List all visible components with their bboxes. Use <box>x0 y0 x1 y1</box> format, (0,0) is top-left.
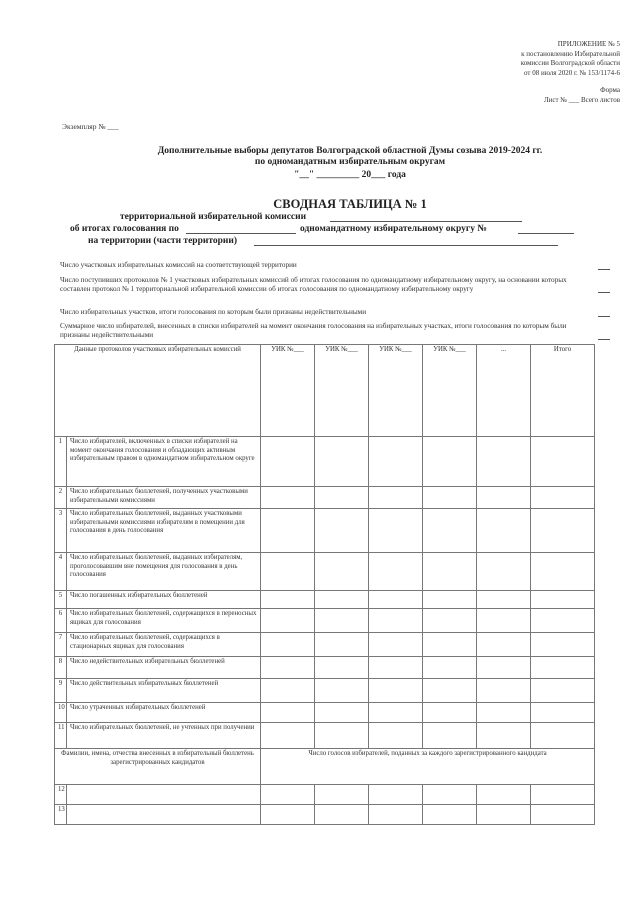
data-cell[interactable] <box>261 657 315 679</box>
data-cell[interactable] <box>261 805 315 825</box>
appendix-line: комиссии Волгоградской области <box>520 59 620 67</box>
data-cell[interactable] <box>261 509 315 553</box>
table-row <box>55 703 595 723</box>
territory-label: на территории (части территории) <box>88 236 238 246</box>
data-cell[interactable] <box>477 679 531 703</box>
data-cell[interactable] <box>531 633 595 657</box>
data-cell[interactable] <box>369 437 423 487</box>
row-number: 13 <box>55 805 67 825</box>
data-cell[interactable] <box>315 609 369 633</box>
table-row <box>55 509 595 553</box>
row-number: 11 <box>55 723 67 749</box>
table-row <box>55 723 595 749</box>
data-cell[interactable] <box>531 785 595 805</box>
summary-title: СВОДНАЯ ТАБЛИЦА № 1 <box>273 197 427 211</box>
row-number: 8 <box>55 657 67 679</box>
row-label: Число действительных избирательных бюллетеней <box>67 679 261 703</box>
info-value-field[interactable] <box>598 339 610 340</box>
form-block <box>470 86 620 105</box>
data-cell[interactable] <box>261 703 315 723</box>
column-header: ... <box>477 345 531 437</box>
row-number: 10 <box>55 703 67 723</box>
data-cell[interactable] <box>261 723 315 749</box>
candidate-name-cell[interactable] <box>67 785 261 805</box>
data-cell[interactable] <box>369 723 423 749</box>
data-cell[interactable] <box>423 633 477 657</box>
data-cell[interactable] <box>315 805 369 825</box>
info-line: Число избирательных участков, итоги голосования по которым были признаны недействительными <box>60 308 367 316</box>
row-number: 2 <box>55 487 67 509</box>
data-cell[interactable] <box>261 553 315 591</box>
data-cell[interactable] <box>423 679 477 703</box>
info-value-field[interactable] <box>598 269 610 270</box>
data-cell[interactable] <box>531 487 595 509</box>
data-cell[interactable] <box>369 805 423 825</box>
results-field[interactable] <box>186 233 296 234</box>
data-cell[interactable] <box>531 657 595 679</box>
commission-field[interactable] <box>330 221 522 222</box>
territory-field[interactable] <box>254 245 558 246</box>
appendix-line: ПРИЛОЖЕНИЕ № 5 <box>557 40 620 48</box>
row-number: 7 <box>55 633 67 657</box>
row-label: Число недействительных избирательных бюллетеней <box>67 657 261 679</box>
row-number: 5 <box>55 591 67 609</box>
data-cell[interactable] <box>477 805 531 825</box>
data-cell[interactable] <box>369 703 423 723</box>
district-label: одномандатному избирательному округу № <box>300 224 487 234</box>
form-label: Форма <box>600 86 620 94</box>
row-label: Число избирательных бюллетеней, выданных участковыми избирательными комиссиями избирателям в помещении для голосования в день голосования <box>67 509 261 553</box>
data-cell[interactable] <box>261 679 315 703</box>
column-header: УИК №___ <box>315 345 369 437</box>
column-header: УИК №___ <box>423 345 477 437</box>
data-cell[interactable] <box>369 487 423 509</box>
info-value-field[interactable] <box>598 292 610 293</box>
data-cell[interactable] <box>477 657 531 679</box>
district-number-field[interactable] <box>518 233 574 234</box>
data-cell[interactable] <box>369 633 423 657</box>
info-line: Число поступивших протоколов № 1 участковых избирательных комиссий об итогах голосования по одномандатному избирательному округу, на основании которых составлен протокол № 1 территориальной избирательной комиссии об итогах голосования по одномандатному избирательному округу <box>60 276 567 293</box>
header-label: Данные протоколов участковых избирательных комиссий <box>55 345 261 437</box>
appendix-line: к постановлению Избирательной <box>521 49 620 58</box>
data-cell[interactable] <box>261 437 315 487</box>
data-cell[interactable] <box>315 591 369 609</box>
table-row <box>55 591 595 609</box>
candidate-name-cell[interactable] <box>67 805 261 825</box>
data-cell[interactable] <box>531 553 595 591</box>
data-cell[interactable] <box>423 609 477 633</box>
table-row <box>55 679 595 703</box>
data-cell[interactable] <box>261 633 315 657</box>
data-cell[interactable] <box>531 703 595 723</box>
data-cell[interactable] <box>477 633 531 657</box>
data-cell[interactable] <box>423 437 477 487</box>
results-prefix: об итогах голосования по <box>70 224 179 234</box>
data-cell[interactable] <box>423 509 477 553</box>
data-cell[interactable] <box>477 437 531 487</box>
data-cell[interactable] <box>369 609 423 633</box>
data-cell[interactable] <box>315 487 369 509</box>
votes-header: Число голосов избирателей, поданных за каждого зарегистрированного кандидата <box>261 749 595 785</box>
appendix-block <box>470 40 620 78</box>
row-label: Число избирательных бюллетеней, не учтенных при получении <box>67 723 261 749</box>
election-title: Дополнительные выборы депутатов Волгоградской областной Думы созыва 2019-2024 гг. <box>157 146 543 156</box>
row-number: 3 <box>55 509 67 553</box>
table-row <box>55 553 595 591</box>
data-cell[interactable] <box>477 703 531 723</box>
row-label: Число погашенных избирательных бюллетеней <box>67 591 261 609</box>
data-cell[interactable] <box>477 723 531 749</box>
data-cell[interactable] <box>531 679 595 703</box>
data-cell[interactable] <box>369 785 423 805</box>
table-row <box>55 609 595 633</box>
data-cell[interactable] <box>531 805 595 825</box>
data-cell[interactable] <box>315 437 369 487</box>
data-cell[interactable] <box>477 609 531 633</box>
data-cell[interactable] <box>477 785 531 805</box>
data-cell[interactable] <box>423 657 477 679</box>
row-label: Число избирателей, включенных в списки избирателей на момент окончания голосования и обладающих активным избирательным правом в одномандатном избирательном округе <box>67 437 261 487</box>
data-cell[interactable] <box>369 553 423 591</box>
data-cell[interactable] <box>315 509 369 553</box>
data-cell[interactable] <box>423 553 477 591</box>
data-cell[interactable] <box>477 509 531 553</box>
column-header: УИК №___ <box>369 345 423 437</box>
commission-label: территориальной избирательной комиссии <box>120 212 307 222</box>
summary-table <box>54 344 595 825</box>
data-cell[interactable] <box>369 679 423 703</box>
data-cell[interactable] <box>315 785 369 805</box>
data-cell[interactable] <box>531 509 595 553</box>
table-header-row <box>55 345 595 437</box>
table-row <box>55 437 595 487</box>
column-header: УИК №___ <box>261 345 315 437</box>
appendix-line: от 08 июля 2020 г. № 153/1174-6 <box>523 68 620 77</box>
data-cell[interactable] <box>261 487 315 509</box>
candidate-row <box>55 805 595 825</box>
data-cell[interactable] <box>315 633 369 657</box>
table-row <box>55 633 595 657</box>
row-label: Число избирательных бюллетеней, полученных участковыми избирательными комиссиями <box>67 487 261 509</box>
date-line: "__" _________ 20___ года <box>294 170 406 180</box>
row-number: 4 <box>55 553 67 591</box>
data-cell[interactable] <box>477 591 531 609</box>
data-cell[interactable] <box>531 723 595 749</box>
election-subtitle: по одномандатным избирательным округам <box>254 157 446 167</box>
row-label: Число утраченных избирательных бюллетеней <box>67 703 261 723</box>
data-cell[interactable] <box>315 553 369 591</box>
data-cell[interactable] <box>531 609 595 633</box>
data-cell[interactable] <box>369 509 423 553</box>
data-cell[interactable] <box>477 553 531 591</box>
data-cell[interactable] <box>369 657 423 679</box>
row-number: 1 <box>55 437 67 487</box>
row-number: 12 <box>55 785 67 805</box>
data-cell[interactable] <box>261 785 315 805</box>
data-cell[interactable] <box>423 487 477 509</box>
copy-number: Экземпляр № ___ <box>62 122 119 131</box>
data-cell[interactable] <box>423 785 477 805</box>
table-row <box>55 657 595 679</box>
data-cell[interactable] <box>315 703 369 723</box>
data-cell[interactable] <box>261 591 315 609</box>
data-cell[interactable] <box>369 591 423 609</box>
row-label: Число избирательных бюллетеней, содержащихся в переносных ящиках для голосования <box>67 609 261 633</box>
candidate-row <box>55 785 595 805</box>
data-cell[interactable] <box>477 487 531 509</box>
row-label: Число избирательных бюллетеней, выданных избирателям, проголосовавшим вне помещения для голосования в день голосования <box>67 553 261 591</box>
data-cell[interactable] <box>423 723 477 749</box>
data-cell[interactable] <box>315 723 369 749</box>
row-label: Число избирательных бюллетеней, содержащихся в стационарных ящиках для голосования <box>67 633 261 657</box>
data-cell[interactable] <box>531 437 595 487</box>
data-cell[interactable] <box>531 591 595 609</box>
data-cell[interactable] <box>315 657 369 679</box>
table-row <box>55 487 595 509</box>
info-line: Суммарное число избирателей, внесенных в списки избирателей на момент окончания голосования на избирательных участках, итоги голосования по которым были признаны недействительными <box>60 322 567 339</box>
data-cell[interactable] <box>261 609 315 633</box>
info-line: Число участковых избирательных комиссий на соответствующей территории <box>60 261 297 269</box>
candidates-header: Фамилии, имена, отчества внесенных в избирательный бюллетень зарегистрированных кандидатов <box>55 749 261 785</box>
row-number: 9 <box>55 679 67 703</box>
info-value-field[interactable] <box>598 316 610 317</box>
candidates-header-row <box>55 749 595 785</box>
data-cell[interactable] <box>423 591 477 609</box>
row-number: 6 <box>55 609 67 633</box>
sheet-line: Лист № ___ Всего листов <box>543 95 620 104</box>
data-cell[interactable] <box>423 703 477 723</box>
column-header-total: Итого <box>531 345 595 437</box>
data-cell[interactable] <box>423 805 477 825</box>
data-cell[interactable] <box>315 679 369 703</box>
